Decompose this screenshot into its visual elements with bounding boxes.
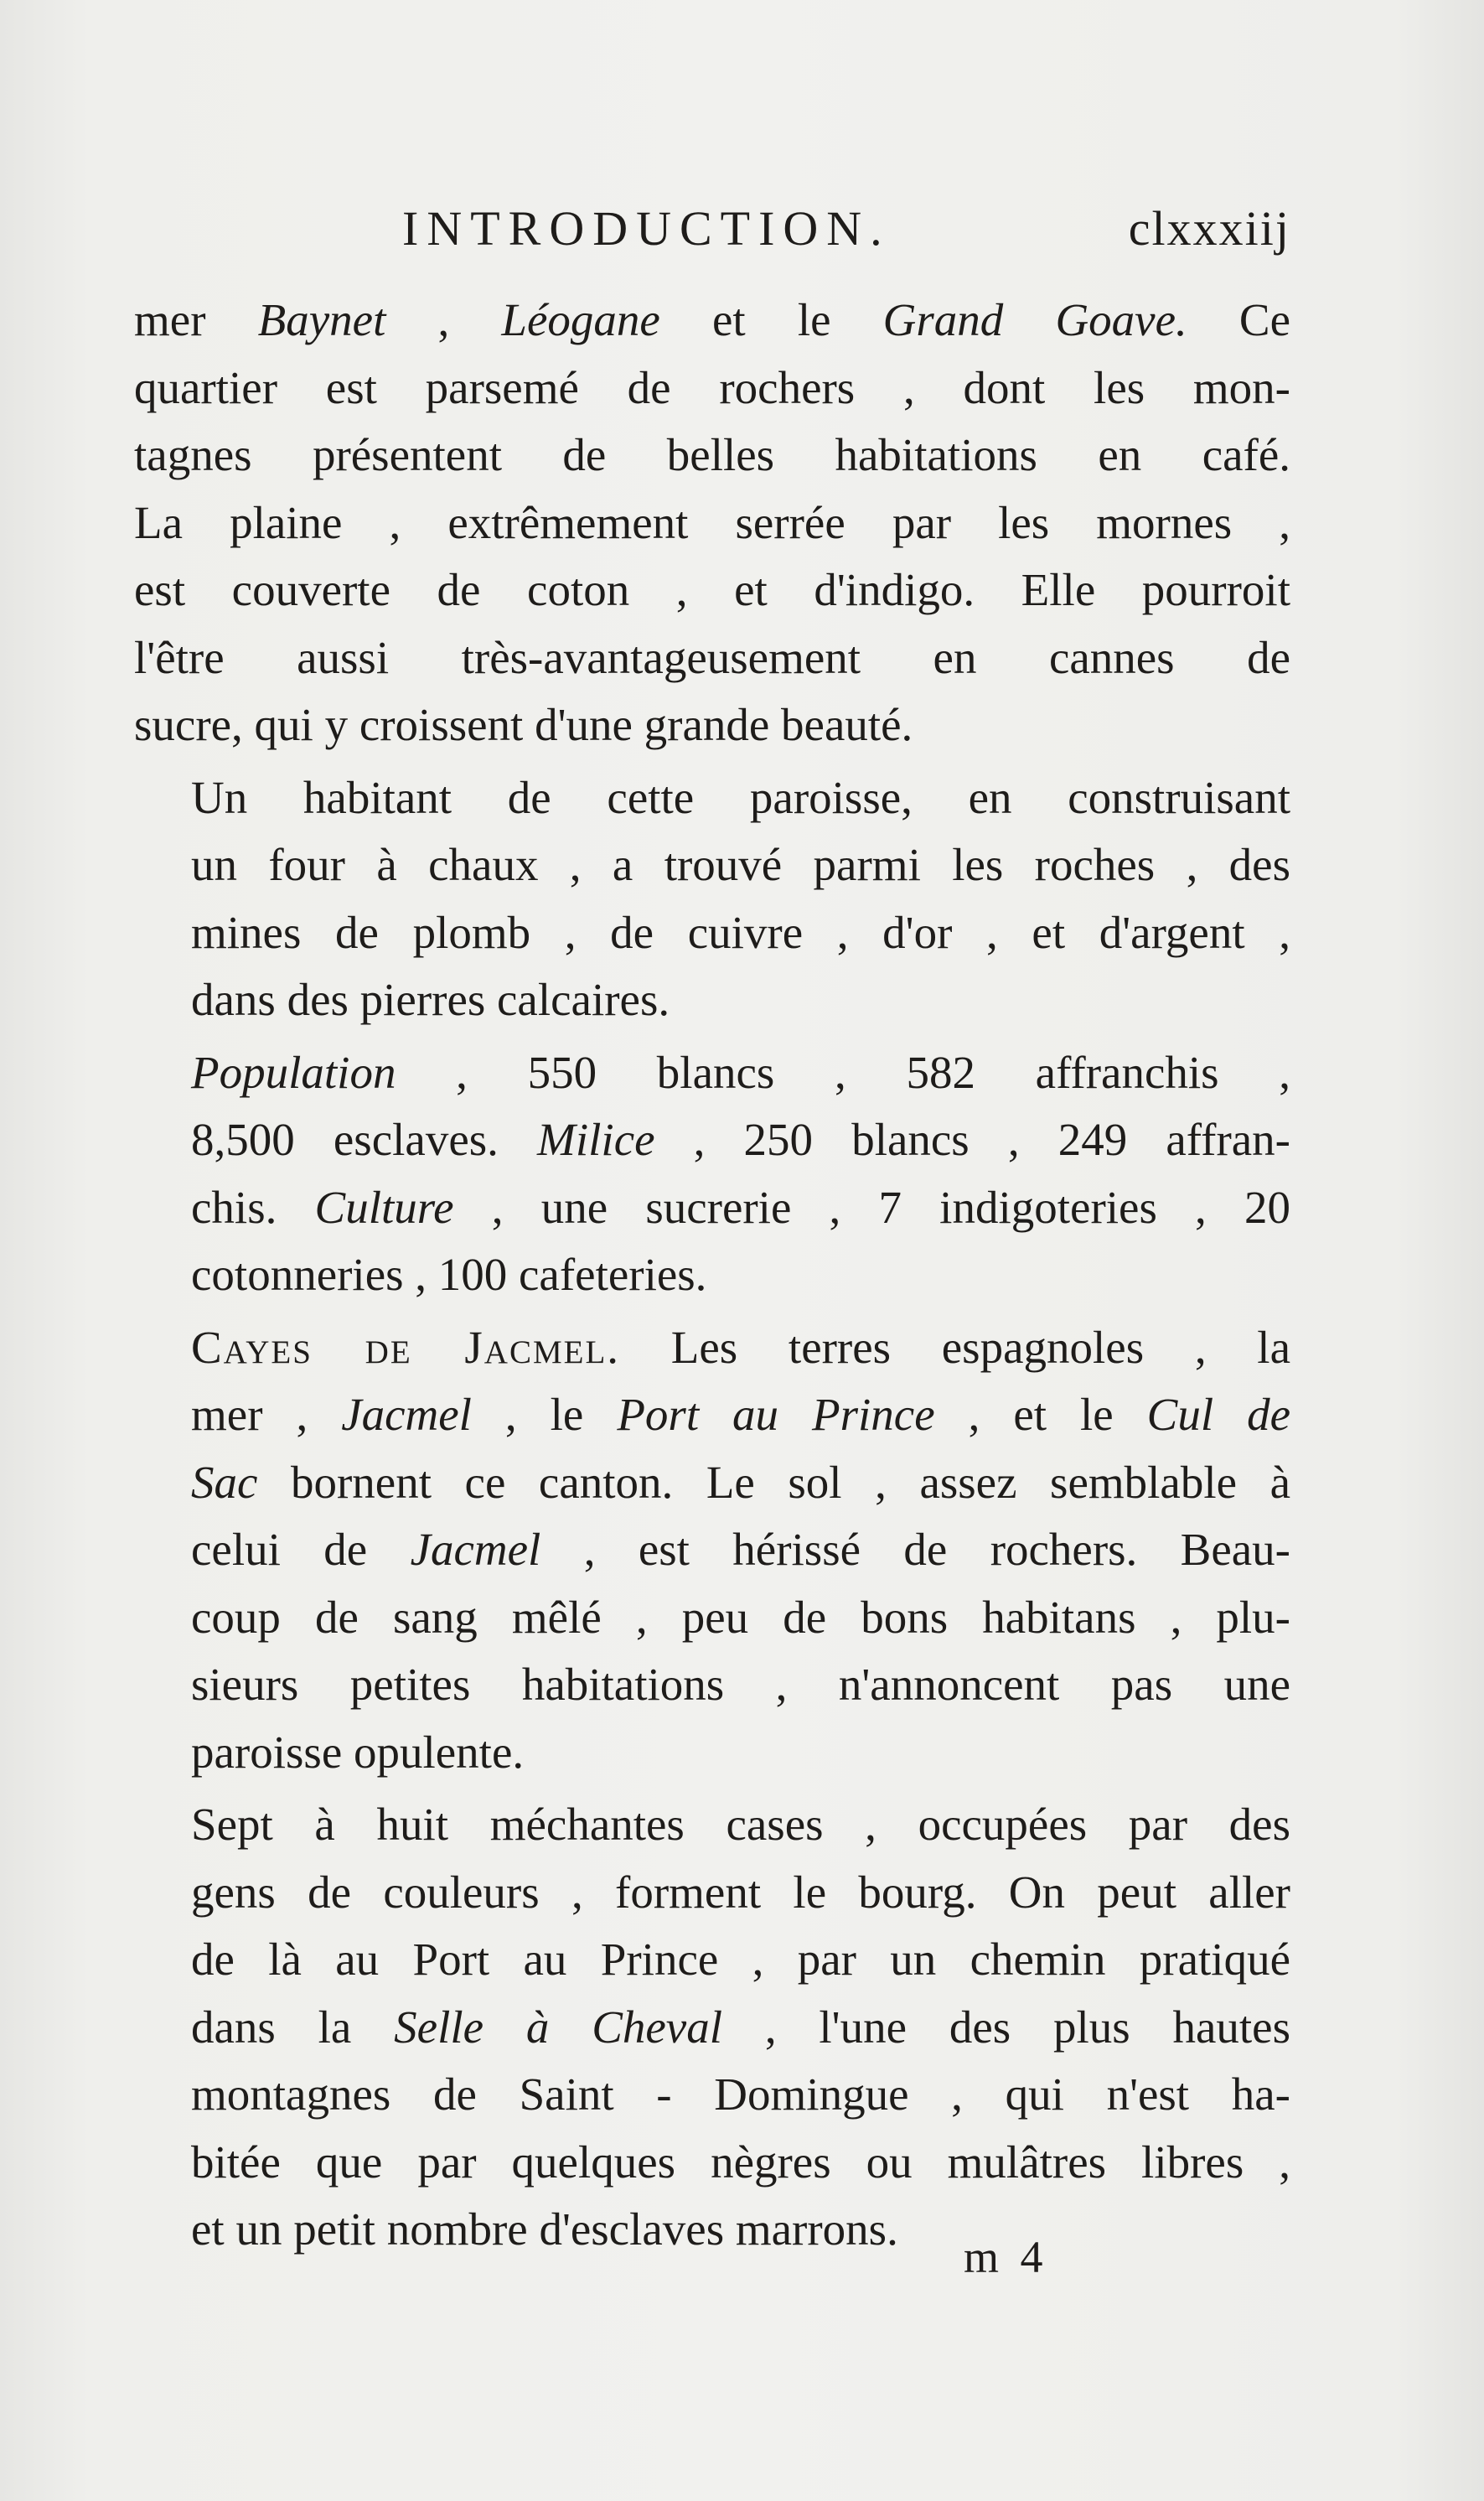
text-line bbox=[134, 831, 1290, 899]
text-run: , est hérissé de rochers. Beau- bbox=[540, 1524, 1291, 1575]
text-run: coup de sang mêlé , peu de bons habitans , plu- bbox=[191, 1591, 1290, 1643]
text-run: mer , bbox=[191, 1389, 342, 1440]
text-run: dans des pierres calcaires. bbox=[191, 974, 670, 1025]
text-run: Ce bbox=[1187, 294, 1290, 345]
text-line bbox=[134, 1719, 1290, 1787]
text-line bbox=[134, 2196, 1290, 2264]
page-number: clxxxiij bbox=[1128, 201, 1290, 256]
text-run: mer bbox=[134, 294, 258, 345]
text-run: Les terres espagnoles , la bbox=[620, 1321, 1290, 1373]
paragraph bbox=[134, 1314, 1290, 1787]
text-run: Sept à huit méchantes cases , occupées par des bbox=[191, 1799, 1290, 1850]
text-run: , le bbox=[471, 1389, 618, 1440]
text-line bbox=[134, 1314, 1290, 1382]
text-line bbox=[134, 2061, 1290, 2129]
text-line bbox=[134, 1516, 1290, 1584]
paragraph bbox=[134, 287, 1290, 759]
italic-text: Sac bbox=[191, 1456, 258, 1508]
smallcaps-text: Cayes de Jacmel. bbox=[191, 1321, 621, 1373]
paragraph bbox=[134, 764, 1290, 1034]
text-run: mines de plomb , de cuivre , d'or , et d'argent , bbox=[191, 906, 1290, 958]
text-line bbox=[134, 557, 1290, 624]
text-line bbox=[134, 1584, 1290, 1652]
text-line bbox=[134, 1241, 1290, 1309]
body-text bbox=[134, 287, 1290, 2264]
italic-text: Jacmel bbox=[410, 1524, 541, 1575]
paragraph bbox=[134, 1791, 1290, 2264]
text-line bbox=[134, 1449, 1290, 1517]
italic-text: Port au Prince bbox=[617, 1389, 935, 1440]
text-run: , 250 blancs , 249 affran- bbox=[654, 1114, 1290, 1165]
text-run: 8,500 esclaves. bbox=[191, 1114, 538, 1165]
text-run: et un petit nombre d'esclaves marrons. bbox=[191, 2203, 898, 2255]
text-line bbox=[134, 624, 1290, 692]
text-line bbox=[134, 1381, 1290, 1449]
text-line bbox=[134, 1926, 1290, 1994]
text-line bbox=[134, 489, 1290, 557]
text-run: bitée que par quelques nègres ou mulâtres libres , bbox=[191, 2136, 1290, 2188]
text-run: tagnes présentent de belles habitations en café. bbox=[134, 429, 1290, 480]
italic-text: Milice bbox=[537, 1114, 655, 1165]
italic-text: Selle à Cheval bbox=[394, 2001, 722, 2053]
text-run: de là au Port au Prince , par un chemin pratiqué bbox=[191, 1934, 1290, 1985]
text-line bbox=[134, 1791, 1290, 1859]
paragraph bbox=[134, 1039, 1290, 1309]
text-run: sieurs petites habitations , n'annoncent pas une bbox=[191, 1659, 1290, 1710]
text-run: Un habitant de cette paroisse, en construisant bbox=[191, 771, 1290, 823]
text-run: La plaine , extrêmement serrée par les mornes , bbox=[134, 496, 1290, 548]
text-line bbox=[134, 1039, 1290, 1107]
text-run: , l'une des plus hautes bbox=[722, 2001, 1290, 2053]
italic-text: Grand Goave. bbox=[882, 294, 1187, 345]
text-line bbox=[134, 966, 1290, 1034]
text-line bbox=[134, 764, 1290, 832]
text-line bbox=[134, 355, 1290, 422]
text-run: , 550 blancs , 582 affranchis , bbox=[396, 1046, 1290, 1098]
text-run: dans la bbox=[191, 2001, 395, 2053]
text-run: cotonneries , 100 cafeteries. bbox=[191, 1249, 707, 1300]
text-line bbox=[134, 691, 1290, 759]
text-run: celui de bbox=[191, 1524, 411, 1575]
italic-text: Population bbox=[191, 1046, 396, 1098]
italic-text: Culture bbox=[314, 1181, 454, 1233]
text-line bbox=[134, 1174, 1290, 1242]
text-run: est couverte de coton , et d'indigo. Elle pourroit bbox=[134, 564, 1290, 615]
signature-mark: m 4 bbox=[964, 2232, 1048, 2282]
running-head: INTRODUCTION. bbox=[402, 201, 891, 256]
text-line bbox=[134, 1994, 1290, 2062]
italic-text: Jacmel bbox=[341, 1389, 472, 1440]
text-run: paroisse opulente. bbox=[191, 1726, 525, 1778]
text-run: un four à chaux , a trouvé parmi les roches , des bbox=[191, 839, 1290, 890]
text-run: bornent ce canton. Le sol , assez semblable à bbox=[257, 1456, 1290, 1508]
text-line bbox=[134, 899, 1290, 967]
text-run: , une sucrerie , 7 indigoteries , 20 bbox=[453, 1181, 1290, 1233]
text-run: gens de couleurs , forment le bourg. On peut aller bbox=[191, 1866, 1290, 1918]
text-line bbox=[134, 1651, 1290, 1719]
italic-text: Cul de bbox=[1146, 1389, 1291, 1440]
text-run: montagnes de Saint - Domingue , qui n'est ha- bbox=[191, 2069, 1290, 2120]
text-run: sucre, qui y croissent d'une grande beauté. bbox=[134, 699, 913, 750]
text-run: et le bbox=[659, 294, 883, 345]
text-line bbox=[134, 1859, 1290, 1927]
text-run: chis. bbox=[191, 1181, 315, 1233]
text-line bbox=[134, 422, 1290, 489]
text-line bbox=[134, 2129, 1290, 2197]
text-run: quartier est parsemé de rochers , dont les mon- bbox=[134, 361, 1290, 413]
italic-text: Baynet bbox=[257, 294, 386, 345]
text-line bbox=[134, 1106, 1290, 1174]
italic-text: Léogane bbox=[501, 294, 660, 345]
text-run: l'être aussi très-avantageusement en cannes de bbox=[134, 631, 1290, 683]
text-run: , et le bbox=[934, 1389, 1147, 1440]
text-run: , bbox=[385, 294, 502, 345]
text-line bbox=[134, 287, 1290, 355]
